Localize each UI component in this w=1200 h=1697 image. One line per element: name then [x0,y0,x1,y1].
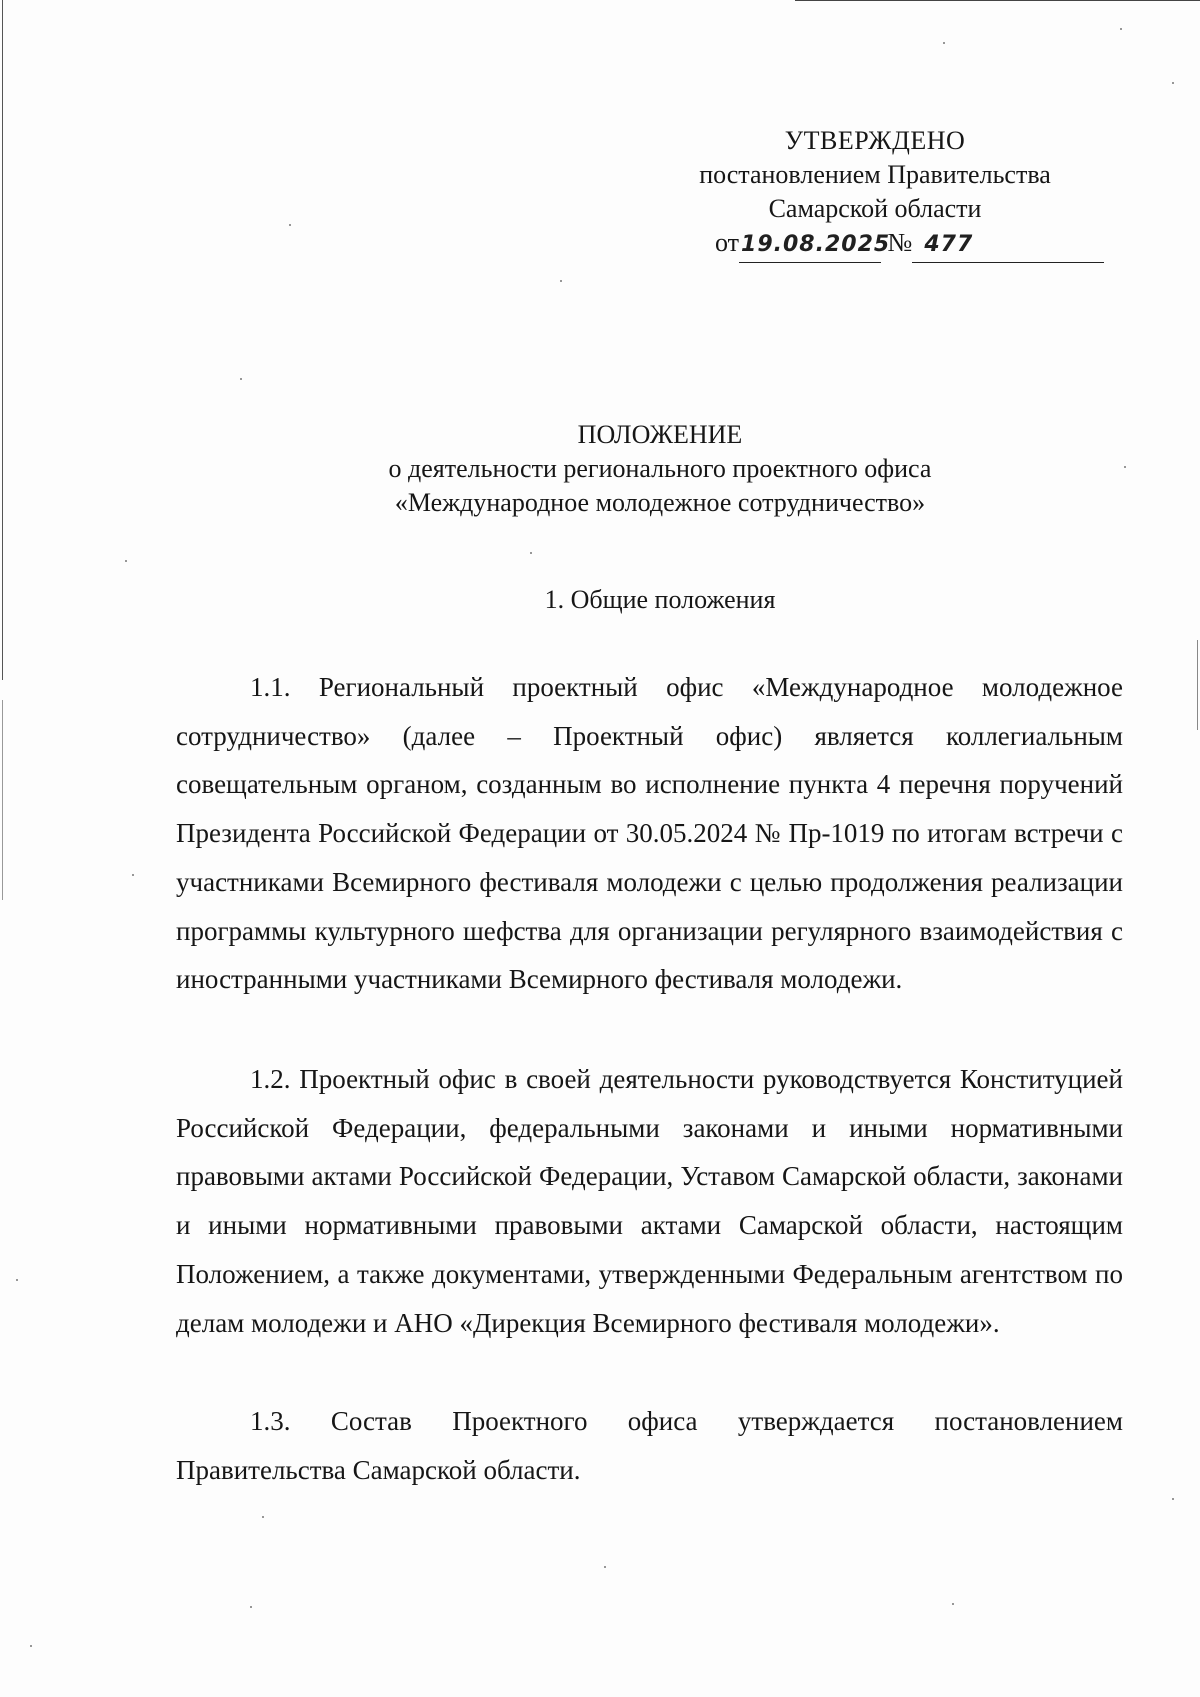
document-subtitle-line-1: о деятельности регионального проектного офиса [388,454,932,483]
scan-speck [604,1566,606,1568]
approval-line-2: Самарской области [768,194,982,223]
handwritten-number: 477 [912,228,1104,263]
scan-edge-left [2,0,3,680]
date-prefix: от [715,228,740,257]
paragraph-text: 1.3. Состав Проектного офиса утверждается постановлением Правительства Самарской области. [176,1406,1123,1485]
scan-speck [262,1516,264,1518]
approval-date-line [640,226,1110,263]
scan-speck [952,1603,954,1605]
paragraph-1-2 [176,1055,1123,1347]
number-label: № [887,228,913,257]
document-heading [250,418,1070,520]
scan-speck [30,1645,32,1647]
handwritten-date: 19.08.2025 [739,228,881,263]
document-title: ПОЛОЖЕНИЕ [577,420,743,449]
paragraph-1-1 [176,663,1123,1004]
approval-block [640,124,1110,263]
scan-edge-top [795,0,1200,1]
scan-speck [560,280,562,282]
scan-speck [530,552,532,554]
scan-speck [1124,466,1126,468]
scan-speck [240,378,242,380]
scan-speck [125,560,127,562]
scan-speck [1120,28,1122,30]
scan-edge-right [1197,640,1198,730]
paragraph-text: 1.2. Проектный офис в своей деятельности руководствуется Конституцией Российской Федерации, федеральными законами и иными нормативными правовыми актами Российской Федерации, Уставом Самарской области, законами и иными нормативными правовыми актами Самарской области, настоящим Положением, а также документами, утвержденными Федеральным агентством по делам молодежи и АНО «Дирекция Всемирного фестиваля молодежи». [176,1064,1123,1338]
approval-line-1: постановлением Правительства [699,160,1051,189]
scan-speck [943,42,945,44]
scan-speck [16,1279,18,1281]
paragraph-text: 1.1. Региональный проектный офис «Международное молодежное сотрудничество» (далее – Проектный офис) является коллегиальным совещательным органом, созданным во исполнение пункта 4 перечня поручений Президента Российской Федерации от 30.05.2024 № Пр-1019 по итогам встречи с участниками Всемирного фестиваля молодежи с целью продолжения реализации программы культурного шефства для организации регулярного взаимодействия с иностранными участниками Всемирного фестиваля молодежи. [176,672,1123,995]
section-heading: 1. Общие положения [544,585,776,614]
scan-speck [289,224,291,226]
scan-speck [1172,82,1174,84]
scan-speck [250,1606,252,1608]
document-subtitle-line-2: «Международное молодежное сотрудничество» [394,488,926,517]
paragraph-1-3 [176,1397,1123,1494]
scan-edge-left-lower [2,700,3,900]
scan-speck [132,874,134,876]
approval-title: УТВЕРЖДЕНО [784,126,966,155]
scan-speck [1172,1498,1174,1500]
